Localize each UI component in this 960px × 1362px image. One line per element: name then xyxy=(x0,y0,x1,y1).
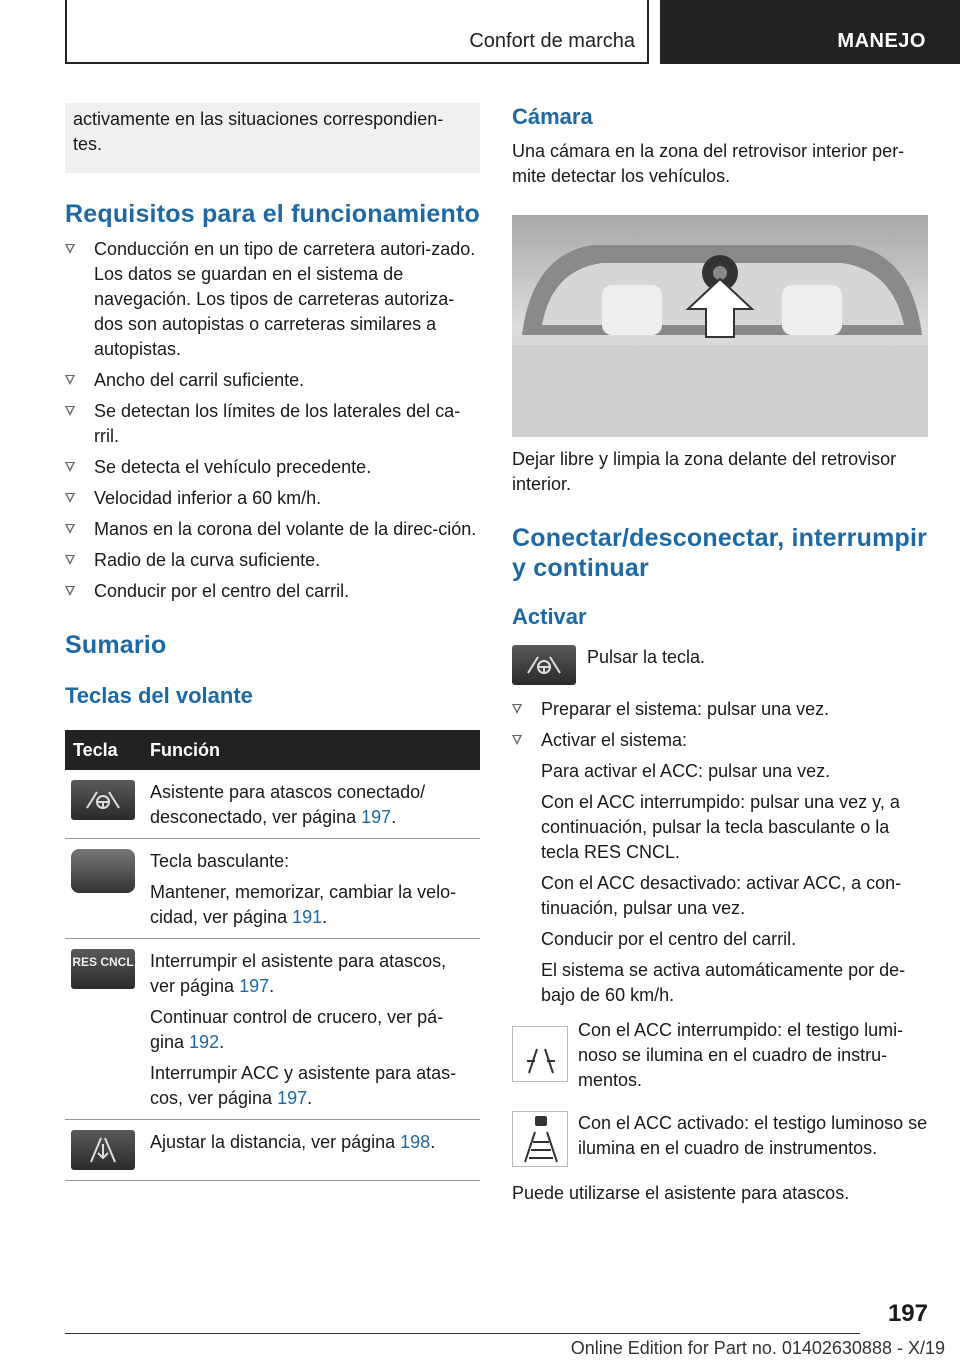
chapter-tab xyxy=(660,0,960,64)
page-link[interactable]: 197 xyxy=(361,807,392,827)
page-link[interactable]: 198 xyxy=(400,1132,431,1152)
activation-steps xyxy=(512,697,928,1008)
press-key-row xyxy=(512,645,928,685)
bullet-triangle-icon xyxy=(65,375,75,385)
indicator-row xyxy=(512,1111,928,1167)
keys-heading: Teclas del volante xyxy=(65,683,253,708)
camera-location-image xyxy=(512,215,928,437)
list-item: Velocidad inferior a 60 km/h. xyxy=(65,486,480,511)
list-item: Se detectan los límites de los laterales del ca-rril. xyxy=(65,399,480,449)
bullet-triangle-icon xyxy=(65,406,75,416)
right-column xyxy=(512,103,928,1206)
list-item: Activar el sistema: Para activar el ACC: pulsar una vez. Con el ACC interrumpido: pulsar una vez y, a continuación, pulsar la tecla basculante o la tecla RES CNCL. Con el ACC desactivado: activar ACC, a con-tinuación, pulsar una vez. Conducir por el centro del carril. El sistema se activa automáticamente por de-bajo de 60 km/h. xyxy=(512,728,928,1008)
page-link[interactable]: 192 xyxy=(189,1032,220,1052)
bullet-triangle-icon xyxy=(65,244,75,254)
list-item: Radio de la curva suficiente. xyxy=(65,548,480,573)
onoff-heading: Conectar/desconectar, interrumpir y continuar xyxy=(512,524,928,582)
camera-heading: Cámara xyxy=(512,104,593,129)
indicator-row xyxy=(512,1018,928,1093)
list-item: Conducción en un tipo de carretera autori-zado. Los datos se guardan en el sistema de navegación. Los tipos de carreteras autoriza-dos son autopistas o carreteras similares a autopistas. xyxy=(65,237,480,362)
list-item: Manos en la corona del volante de la direc-ción. xyxy=(65,517,480,542)
table-row: Tecla basculante: Mantener, memorizar, cambiar la velo-cidad, ver página 191. xyxy=(65,839,480,939)
acc-interrupted-indicator-icon xyxy=(512,1026,568,1082)
footer-divider xyxy=(65,1333,860,1334)
indicator-text: Con el ACC activado: el testigo luminoso se ilumina en el cuadro de instrumentos. xyxy=(578,1113,928,1158)
chapter-label: MANEJO xyxy=(837,30,926,52)
table-row: Ajustar la distancia, ver página 198. xyxy=(65,1120,480,1181)
intro-text: activamente en las situaciones correspondien-tes. xyxy=(73,109,444,154)
camera-caption: Dejar libre y limpia la zona delante del retrovisor interior. xyxy=(512,449,897,494)
bullet-triangle-icon xyxy=(65,586,75,596)
col-header-function: Función xyxy=(142,730,480,770)
page-link[interactable]: 197 xyxy=(277,1088,308,1108)
traffic-jam-assistant-key-icon xyxy=(71,780,135,820)
bullet-triangle-icon xyxy=(65,462,75,472)
summary-heading: Sumario xyxy=(65,631,167,659)
list-item: Preparar el sistema: pulsar una vez. xyxy=(512,697,928,722)
res-cncl-key-icon: RES CNCL xyxy=(71,949,135,989)
bullet-triangle-icon xyxy=(512,735,522,745)
table-row: Asistente para atascos conectado/ desconectado, ver página 197. xyxy=(65,770,480,839)
bullet-triangle-icon xyxy=(65,493,75,503)
camera-text: Una cámara en la zona del retrovisor interior per-mite detectar los vehículos. xyxy=(512,141,905,186)
requirements-list xyxy=(65,237,480,604)
intro-box xyxy=(65,103,480,173)
list-item: Ancho del carril suficiente. xyxy=(65,368,480,393)
final-text: Puede utilizarse el asistente para atascos. xyxy=(512,1183,850,1203)
list-item: Se detecta el vehículo precedente. xyxy=(65,455,480,480)
requirements-heading: Requisitos para el funcionamiento xyxy=(65,200,480,228)
keys-table xyxy=(65,730,480,1181)
indicator-text: Con el ACC interrumpido: el testigo lumi-noso se ilumina en el cuadro de instru-mentos. xyxy=(578,1020,904,1090)
section-title: Confort de marcha xyxy=(469,30,635,52)
table-row: RES CNCL Interrumpir el asistente para atascos, ver página 197. Continuar control de crucero, ver pá-gina 192. Interrumpir ACC y asistente para atas-cos, ver página 197. xyxy=(65,939,480,1120)
col-header-key: Tecla xyxy=(65,730,142,770)
page-link[interactable]: 191 xyxy=(292,907,323,927)
activate-heading: Activar xyxy=(512,604,587,629)
bullet-triangle-icon xyxy=(512,704,522,714)
bullet-triangle-icon xyxy=(65,524,75,534)
distance-key-icon xyxy=(71,1130,135,1170)
list-item: Conducir por el centro del carril. xyxy=(65,579,480,604)
rocker-switch-icon xyxy=(71,849,135,893)
page-link[interactable]: 197 xyxy=(239,976,270,996)
edition-note: Online Edition for Part no. 01402630888 - X/19 xyxy=(570,1338,945,1358)
press-key-text: Pulsar la tecla. xyxy=(587,647,706,667)
acc-active-indicator-icon xyxy=(512,1111,568,1167)
page-number: 197 xyxy=(887,1300,928,1327)
left-column xyxy=(65,103,480,1181)
bullet-triangle-icon xyxy=(65,555,75,565)
traffic-jam-assistant-key-icon xyxy=(512,645,576,685)
